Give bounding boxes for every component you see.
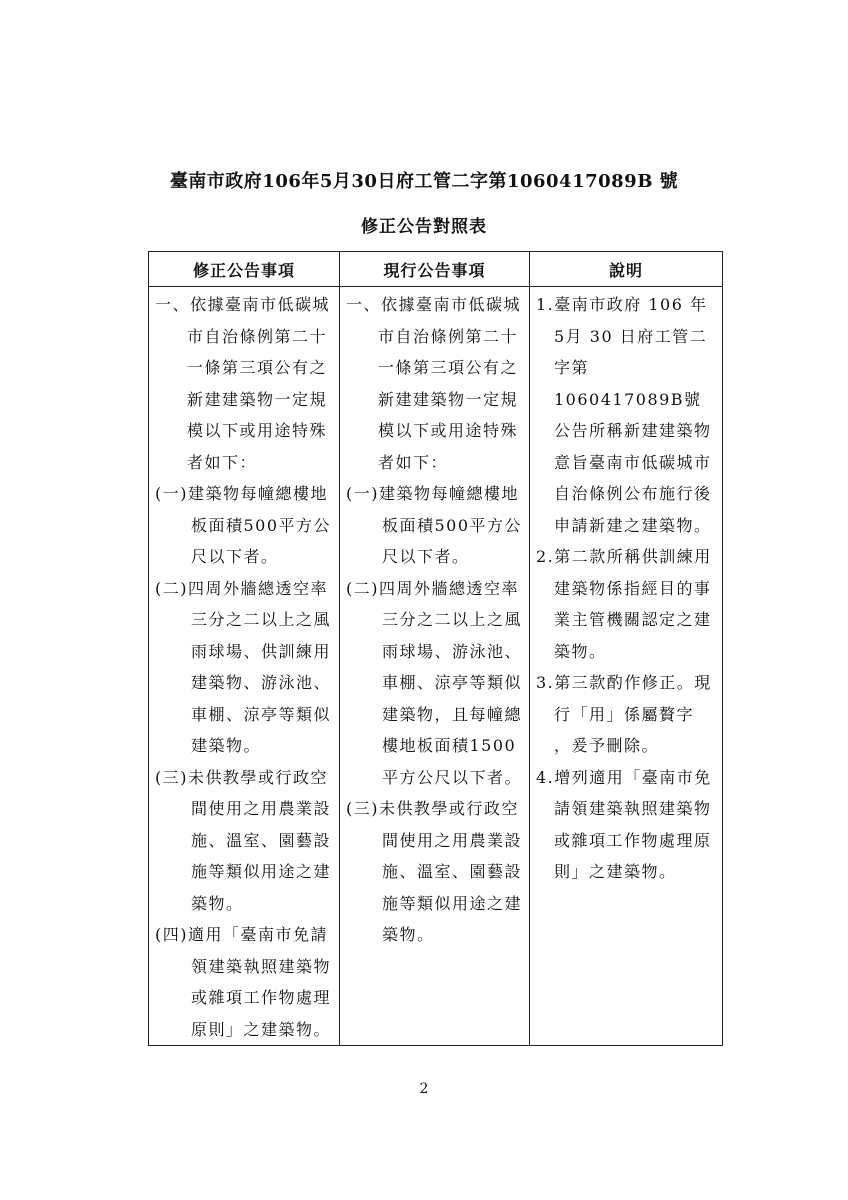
current-main-item: 一、依據臺南市低碳城市自治條例第二十一條第三項公有之新建建築物一定規模以下或用途特殊者如下： xyxy=(346,295,522,472)
revised-sub-item-3: (三)未供教學或行政空間使用之用農業設施、溫室、園藝設施等類似用途之建築物。 xyxy=(155,767,332,913)
header-current: 現行公告事項 xyxy=(340,252,530,287)
table-body-row xyxy=(149,287,723,1046)
table-header-row xyxy=(149,252,723,287)
current-sub-item-2: (二)四周外牆總透空率三分之二以上之風雨球場、游泳池、車棚、涼亭等類似建築物，且每幢總樓地板面積1500平方公尺以下者。 xyxy=(346,578,523,787)
comparison-table xyxy=(148,251,723,1046)
current-sub-item-1: (一)建築物每幢總樓地板面積500平方公尺以下者。 xyxy=(346,484,523,566)
revised-sub-item-1: (一)建築物每幢總樓地板面積500平方公尺以下者。 xyxy=(155,484,332,566)
revised-main-item: 一、依據臺南市低碳城市自治條例第二十一條第三項公有之新建建築物一定規模以下或用途特殊者如下： xyxy=(155,295,331,472)
explanation-cell xyxy=(530,287,723,1046)
revised-sub-item-4: (四)適用「臺南市免請領建築執照建築物或雜項工作物處理原則」之建築物。 xyxy=(155,925,332,1039)
explanation-item-4: 4.增列適用「臺南市免請領建築執照建築物或雜項工作物處理原則」之建築物。 xyxy=(536,767,712,881)
current-sub-item-3: (三)未供教學或行政空間使用之用農業設施、溫室、園藝設施等類似用途之建築物。 xyxy=(346,799,523,944)
explanation-item-2: 2.第二款所稱供訓練用建築物係指經目的事業主管機關認定之建築物。 xyxy=(536,547,712,661)
page-number: 2 xyxy=(419,1081,429,1097)
header-explanation: 說明 xyxy=(530,252,723,287)
document-subtitle: 修正公告對照表 xyxy=(361,217,487,237)
header-revised: 修正公告事項 xyxy=(149,252,340,287)
document-title: 臺南市政府106年5月30日府工管二字第1060417089B 號 xyxy=(169,171,679,192)
revised-cell xyxy=(149,287,340,1046)
explanation-item-3: 3.第三款酌作修正。現行「用」係屬贅字 ，爰予刪除。 xyxy=(536,673,712,755)
explanation-item-1: 1.臺南市政府 106 年5月 30 日府工管二字第 1060417089B號公告所稱新建建築物意旨臺南市低碳城市自治條例公布施行後申請新建之建築物。 xyxy=(536,295,712,535)
current-cell xyxy=(340,287,530,1046)
revised-sub-item-2: (二)四周外牆總透空率三分之二以上之風雨球場、供訓練用建築物、游泳池、車棚、涼亭等類似建築物。 xyxy=(155,578,332,755)
